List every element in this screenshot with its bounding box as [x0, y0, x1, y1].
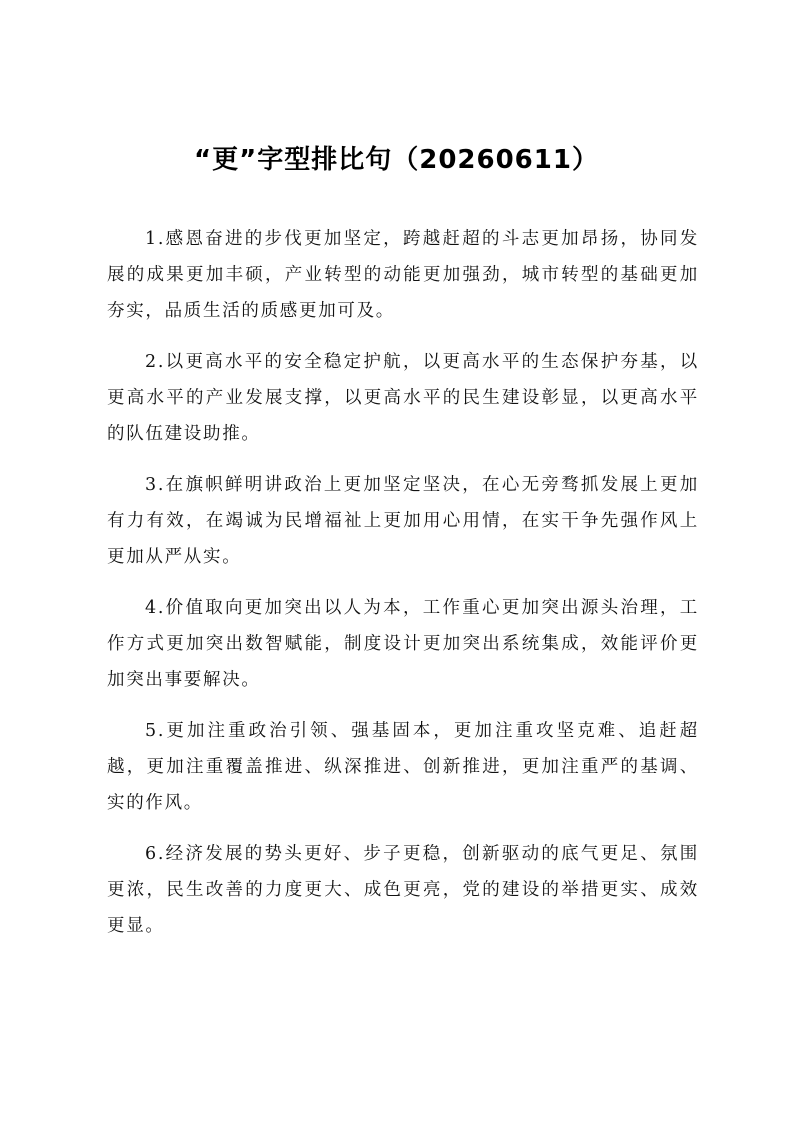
document-title: “更”字型排比句（20260611）: [194, 145, 599, 175]
paragraph-6: 6.经济发展的势头更好、步子更稳，创新驱动的底气更足、氛围更浓，民生改善的力度更大、成色更亮，党的建设的举措更实、成效更显。: [107, 844, 699, 936]
paragraph-3: 3.在旗帜鲜明讲政治上更加坚定坚决，在心无旁骛抓发展上更加有力有效，在竭诚为民增福祉上更加用心用情，在实干争先强作风上更加从严从实。: [107, 475, 699, 567]
paragraph-5: 5.更加注重政治引领、强基固本，更加注重攻坚克难、追赶超越，更加注重覆盖推进、纵深推进、创新推进，更加注重严的基调、实的作风。: [107, 721, 699, 813]
paragraph-4: 4.价值取向更加突出以人为本，工作重心更加突出源头治理，工作方式更加突出数智赋能，制度设计更加突出系统集成，效能评价更加突出事要解决。: [107, 598, 699, 690]
paragraph-1: 1.感恩奋进的步伐更加坚定，跨越赶超的斗志更加昂扬，协同发展的成果更加丰硕，产业转型的动能更加强劲，城市转型的基础更加夯实，品质生活的质感更加可及。: [107, 229, 699, 321]
paragraph-2: 2.以更高水平的安全稳定护航，以更高水平的生态保护夯基，以更高水平的产业发展支撑，以更高水平的民生建设彰显，以更高水平的队伍建设助推。: [107, 352, 699, 444]
document-body: [107, 221, 699, 959]
